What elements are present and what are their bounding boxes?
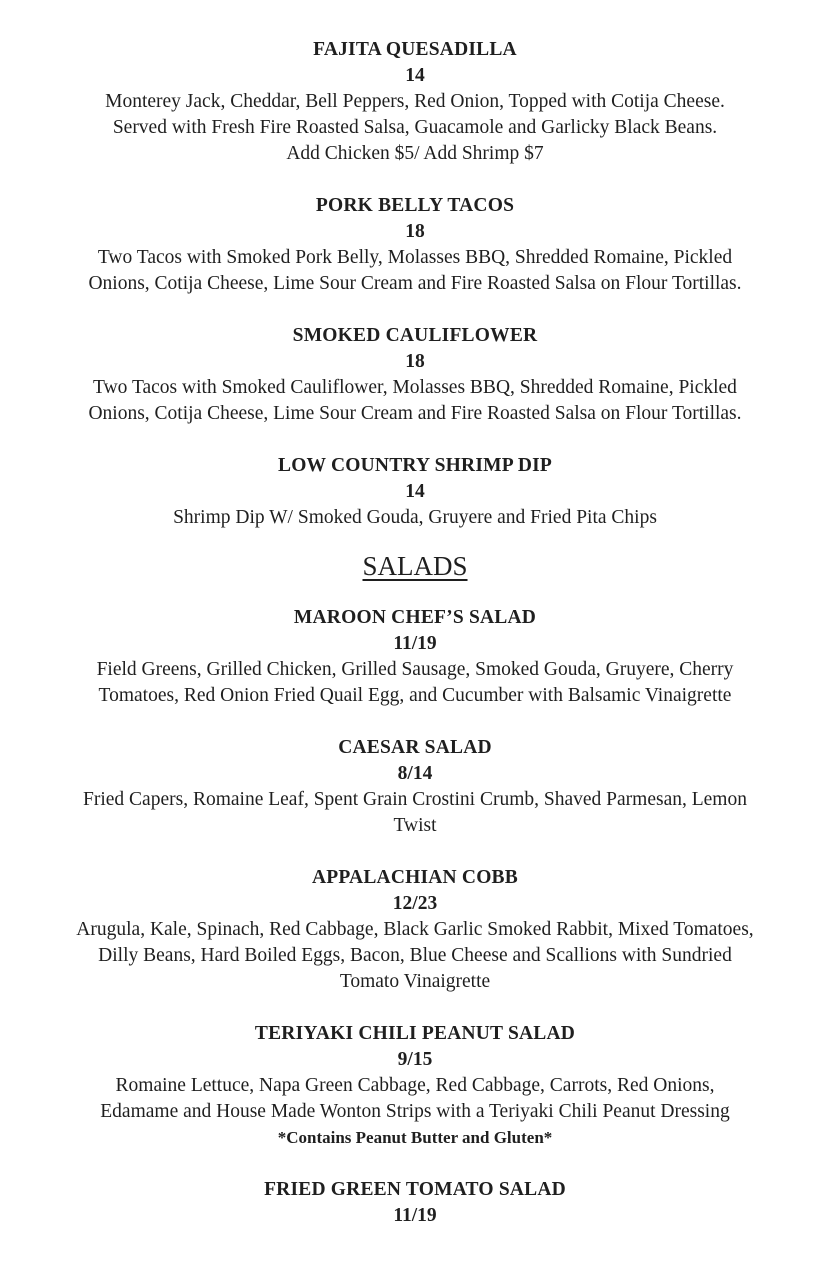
- item-description-line: Shrimp Dip W/ Smoked Gouda, Gruyere and Fried Pita Chips: [173, 507, 657, 528]
- menu-item-fajita-quesadilla: [0, 37, 830, 167]
- item-price: 11/19: [393, 633, 437, 654]
- item-description-line: Dilly Beans, Hard Boiled Eggs, Bacon, Blue Cheese and Scallions with Sundried: [98, 945, 732, 966]
- item-name: FRIED GREEN TOMATO SALAD: [264, 1179, 566, 1200]
- item-description-line: Served with Fresh Fire Roasted Salsa, Guacamole and Garlicky Black Beans.: [112, 117, 718, 138]
- menu-item-caesar-salad: [0, 735, 830, 839]
- item-price: 14: [405, 481, 425, 502]
- item-name: SMOKED CAULIFLOWER: [292, 325, 538, 346]
- item-name: PORK BELLY TACOS: [315, 195, 515, 216]
- item-description-line: Romaine Lettuce, Napa Green Cabbage, Red Cabbage, Carrots, Red Onions,: [115, 1075, 715, 1096]
- menu-item-maroon-chefs-salad: [0, 605, 830, 709]
- item-allergen-note: *Contains Peanut Butter and Gluten*: [277, 1128, 553, 1147]
- menu-item-appalachian-cobb: [0, 865, 830, 995]
- menu-item-low-country-shrimp-dip: [0, 453, 830, 531]
- item-description-line: Onions, Cotija Cheese, Lime Sour Cream and Fire Roasted Salsa on Flour Tortillas.: [88, 273, 742, 294]
- item-name: LOW COUNTRY SHRIMP DIP: [277, 455, 553, 476]
- item-price: 18: [405, 351, 425, 372]
- item-name: FAJITA QUESADILLA: [313, 39, 517, 60]
- item-description-line: Tomatoes, Red Onion Fried Quail Egg, and Cucumber with Balsamic Vinaigrette: [98, 685, 732, 706]
- item-price: 12/23: [392, 893, 438, 914]
- item-price: 18: [405, 221, 425, 242]
- item-description-line: Field Greens, Grilled Chicken, Grilled Sausage, Smoked Gouda, Gruyere, Cherry: [96, 659, 734, 680]
- item-description-line: Arugula, Kale, Spinach, Red Cabbage, Black Garlic Smoked Rabbit, Mixed Tomatoes,: [76, 919, 754, 940]
- section-title-salads: SALADS: [362, 551, 468, 581]
- menu-item-pork-belly-tacos: [0, 193, 830, 297]
- item-name: TERIYAKI CHILI PEANUT SALAD: [254, 1023, 576, 1044]
- item-price: 8/14: [397, 763, 433, 784]
- item-description-line: Fried Capers, Romaine Leaf, Spent Grain Crostini Crumb, Shaved Parmesan, Lemon: [83, 789, 747, 810]
- item-price: 14: [405, 65, 425, 86]
- item-description-line: Tomato Vinaigrette: [339, 971, 491, 992]
- menu-item-teriyaki-chili-peanut-salad: [0, 1021, 830, 1151]
- item-price: 11/19: [393, 1205, 437, 1226]
- item-description-line: Twist: [393, 815, 437, 836]
- item-description-line: Two Tacos with Smoked Pork Belly, Molasses BBQ, Shredded Romaine, Pickled: [97, 247, 733, 268]
- item-description-line: Monterey Jack, Cheddar, Bell Peppers, Red Onion, Topped with Cotija Cheese.: [105, 91, 725, 112]
- item-name: MAROON CHEF’S SALAD: [293, 607, 537, 628]
- menu-page: [0, 37, 830, 1229]
- menu-item-smoked-cauliflower: [0, 323, 830, 427]
- menu-item-fried-green-tomato-salad: [0, 1177, 830, 1229]
- item-name: CAESAR SALAD: [338, 737, 492, 758]
- item-price: 9/15: [397, 1049, 433, 1070]
- item-description-line: Two Tacos with Smoked Cauliflower, Molasses BBQ, Shredded Romaine, Pickled: [93, 377, 737, 398]
- item-name: APPALACHIAN COBB: [312, 867, 518, 888]
- item-description-line: Add Chicken $5/ Add Shrimp $7: [286, 143, 544, 164]
- item-description-line: Onions, Cotija Cheese, Lime Sour Cream and Fire Roasted Salsa on Flour Tortillas.: [88, 403, 742, 424]
- item-description-line: Edamame and House Made Wonton Strips with a Teriyaki Chili Peanut Dressing: [100, 1101, 730, 1122]
